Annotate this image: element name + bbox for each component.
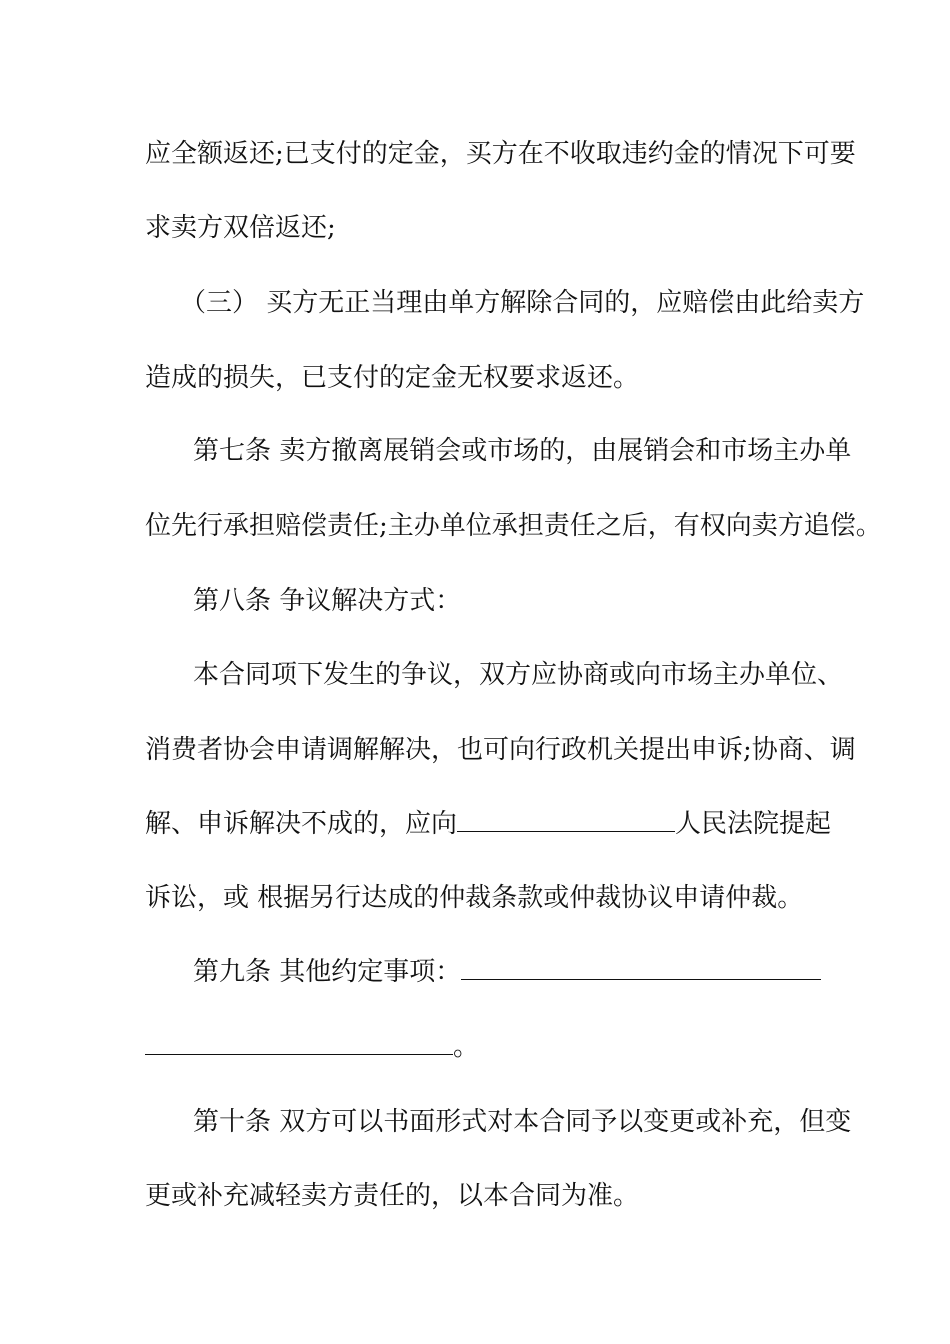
other-matters-blank-field-continued[interactable] [145, 1032, 453, 1055]
text-segment: 解、申诉解决不成的，应向 [145, 809, 458, 839]
text-line: 求卖方双倍返还; [145, 213, 336, 243]
text-line: 造成的损失，已支付的定金无权要求返还。 [145, 363, 640, 393]
article-7-heading-line: 第七条 卖方撤离展销会或市场的，由展销会和市场主办单 [193, 436, 852, 466]
text-line: 应全额返还;已支付的定金，买方在不收取违约金的情况下可要 [145, 139, 856, 169]
court-name-blank-field[interactable] [457, 809, 675, 832]
text-line: 本合同项下发生的争议，双方应协商或向市场主办单位、 [193, 660, 844, 690]
article-10-heading-line: 第十条 双方可以书面形式对本合同予以变更或补充，但变 [193, 1107, 852, 1137]
article-9-heading: 第九条 其他约定事项： [193, 957, 462, 987]
text-segment: 。 [453, 1032, 480, 1062]
text-segment: 人民法院提起 [675, 809, 832, 839]
other-matters-blank-field[interactable] [461, 957, 821, 980]
court-clause-line [145, 808, 831, 840]
text-line: 更或补充减轻卖方责任的，以本合同为准。 [145, 1181, 640, 1211]
text-line: 消费者协会申请调解解决，也可向行政机关提出申诉;协商、调 [145, 735, 856, 765]
article-9-line [193, 956, 821, 988]
text-line: （三） 买方无正当理由单方解除合同的，应赔偿由此给卖方 [180, 288, 865, 318]
text-line: 位先行承担赔偿责任;主办单位承担责任之后，有权向卖方追偿。 [145, 511, 882, 541]
article-8-heading: 第八条 争议解决方式： [193, 586, 462, 616]
article-9-continuation-line [145, 1031, 479, 1063]
text-line: 诉讼，或 根据另行达成的仲裁条款或仲裁协议申请仲裁。 [145, 883, 804, 913]
